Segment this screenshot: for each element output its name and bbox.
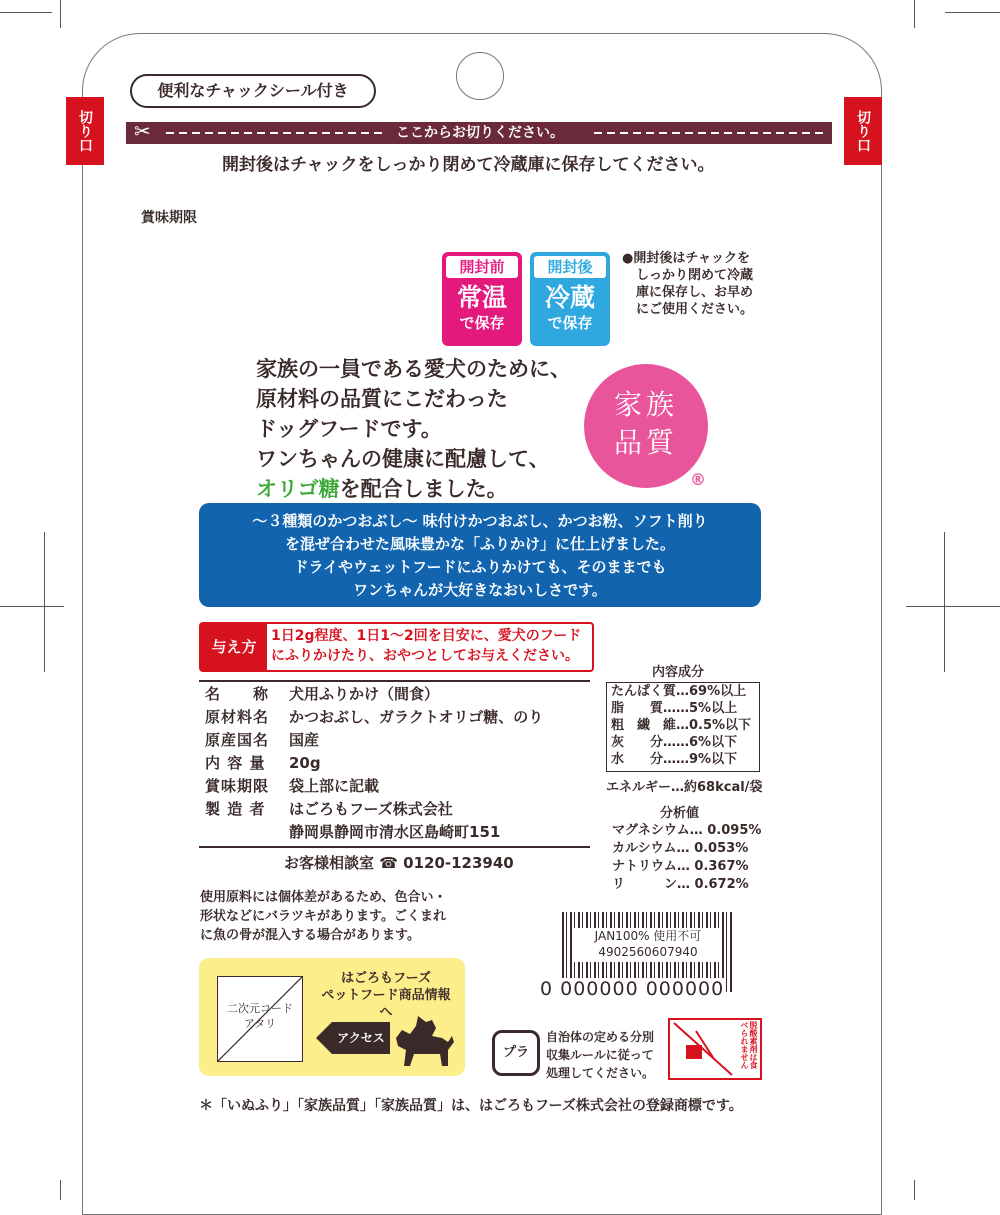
spec-key: 内 容 量: [205, 754, 266, 772]
storage-after-main: 冷蔵: [544, 283, 595, 312]
disclaimer-line: 形状などにバラツキがあります。ごくまれ: [200, 909, 446, 924]
dashed-line: [594, 132, 824, 134]
intro-copy: [256, 354, 571, 504]
analysis-row: ナトリウム… 0.367%: [612, 859, 749, 874]
spec-key: 製 造 者: [205, 800, 266, 818]
contact-phone: お客様相談室 ☎ 0120-123940: [284, 854, 514, 872]
crop-mark: [60, 0, 61, 28]
barcode-label: [574, 928, 722, 962]
storage-before-box: [442, 252, 522, 346]
recycle-line: 収集ルールに従って: [546, 1048, 654, 1062]
tear-tab-right[interactable]: 切り口: [844, 97, 882, 165]
zipper-label: 便利なチャックシール付き: [130, 74, 376, 108]
disclaimer-line: に魚の骨が混入する場合があります。: [200, 928, 420, 943]
crop-mark: [0, 12, 52, 13]
storage-before-header: 開封前: [446, 256, 518, 278]
intro-line: 原材料の品質にこだわった: [256, 387, 508, 411]
spec-value: かつおぶし、ガラクトオリゴ糖、のり: [289, 708, 544, 726]
crop-mark: [944, 532, 945, 672]
storage-note: [622, 250, 753, 318]
divider: [199, 846, 590, 848]
best-before-label: 賞味期限: [141, 210, 197, 226]
storage-before-sub: で保存: [459, 314, 505, 332]
storage-before-main: 常温: [456, 283, 507, 312]
recycle-text: [546, 1028, 654, 1082]
crop-mark: [914, 1180, 915, 1200]
no-eat-icon: [672, 1021, 734, 1077]
nutrition-row: 水 分……9%以下: [611, 752, 738, 767]
storage-after-box: [530, 252, 610, 346]
intro-line: 家族の一員である愛犬のために、: [256, 357, 571, 381]
spec-key: 賞味期限: [205, 777, 270, 795]
energy: エネルギー…約68kcal/袋: [606, 780, 763, 795]
qr-text: 二次元コード アタリ: [227, 1002, 293, 1030]
storage-after-header: 開封後: [534, 256, 606, 278]
product-info-line: はごろもフーズ: [341, 971, 431, 986]
oligo-highlight: オリゴ糖: [256, 477, 340, 501]
spec-key: 原材料名: [205, 708, 270, 726]
cut-line[interactable]: [126, 119, 832, 144]
nutrition-row: 灰 分……6%以下: [611, 735, 738, 750]
spec-value: 静岡県静岡市清水区島崎町151: [289, 823, 501, 841]
disclaimer: [200, 888, 446, 945]
nutrition-table: [606, 682, 760, 772]
spec-value: 国産: [289, 731, 320, 749]
arrow-icon: [316, 1022, 332, 1054]
description-line: ドライやウェットフードにふりかけても、そのままでも: [293, 558, 667, 576]
nutrition-row: 脂 質……5%以上: [611, 701, 738, 716]
disclaimer-line: 使用原料には個体差があるため、色合い・: [200, 890, 447, 905]
spec-value: 犬用ふりかけ（間食）: [289, 685, 440, 703]
badge-line: 家族: [613, 388, 678, 421]
crop-mark: [44, 532, 45, 672]
analysis-row: リ ン… 0.672%: [612, 877, 749, 892]
spec-key: 原産国名: [205, 731, 270, 749]
hang-hole: [456, 52, 504, 100]
scissors-icon: ✂: [134, 119, 151, 143]
spec-value: 20g: [289, 754, 321, 772]
cut-line-text: ここからお切りください。: [396, 125, 564, 141]
barcode-number: 0 000000 000000: [540, 978, 725, 1000]
badge-line: 品質: [613, 426, 678, 459]
intro-line: ワンちゃんの健康に配慮して、: [256, 447, 550, 471]
description-line: を混ぜ合わせた風味豊かな「ふりかけ」に仕上げました。: [284, 535, 675, 553]
feeding-label: 与え方: [201, 624, 267, 670]
oxygen-absorber-warning: [668, 1018, 762, 1080]
description-line: ～３種類のかつおぶし～ 味付けかつおぶし、かつお粉、ソフト削り: [252, 512, 708, 530]
nutrition-title: 内容成分: [652, 665, 705, 680]
recycle-line: 自治体の定める分別: [546, 1030, 655, 1044]
storage-note-line: しっかり閉めて冷蔵: [636, 268, 754, 283]
description-line: ワンちゃんが大好きなおいしさです。: [353, 581, 607, 599]
recycle-line: 処理してください。: [546, 1066, 655, 1080]
analysis-row: カルシウム… 0.053%: [612, 841, 749, 856]
analysis-row: マグネシウム… 0.095%: [612, 823, 762, 838]
analysis-table: [612, 822, 761, 894]
feeding-line: にふりかけたり、おやつとしてお与えください。: [271, 648, 579, 664]
storage-note-line: ●開封後はチャックを: [622, 251, 750, 266]
feeding-line: 1日2g程度、1日1～2回を目安に、愛犬のフード: [271, 628, 582, 644]
analysis-title: 分析値: [660, 806, 700, 821]
access-button[interactable]: アクセス: [332, 1022, 390, 1054]
qr-code-placeholder[interactable]: [217, 976, 303, 1062]
recycle-pla-icon: プラ: [492, 1030, 540, 1076]
crop-mark: [906, 606, 1000, 607]
tear-tab-left[interactable]: 切り口: [66, 97, 104, 165]
trademark-notice: ＊「いぬふり」「家族品質」「家族品質」は、はごろもフーズ株式会社の登録商標です。: [199, 1098, 743, 1114]
nutrition-row: 粗 繊 維…0.5%以下: [611, 718, 752, 733]
product-description-box: [199, 503, 761, 607]
storage-after-sub: で保存: [547, 314, 593, 332]
barcode-line: 4902560607940: [598, 945, 698, 959]
dog-icon: [388, 1008, 458, 1068]
crop-mark: [945, 12, 1000, 13]
intro-line-rest: を配合しました。: [339, 477, 508, 501]
crop-mark: [60, 1180, 61, 1200]
crop-mark: [914, 0, 915, 28]
spec-value: 袋上部に記載: [289, 777, 380, 795]
crop-mark: [0, 606, 64, 607]
spec-value: はごろもフーズ株式会社: [289, 800, 453, 818]
feeding-box: [199, 622, 594, 672]
intro-line: [256, 474, 571, 504]
storage-note-line: 庫に保存し、お早め: [636, 285, 754, 300]
barcode-line: JAN100% 使用不可: [594, 929, 702, 943]
product-info-line: ペットフード商品情報へ: [321, 988, 451, 1020]
intro-line: ドッグフードです。: [256, 417, 442, 441]
warning-text: 脱酸素剤は食べられません: [740, 1021, 758, 1069]
nutrition-row: たんぱく質…69%以上: [611, 684, 747, 699]
after-open-notice: 開封後はチャックをしっかり閉めて冷蔵庫に保存してください。: [222, 155, 715, 175]
storage-note-line: にご使用ください。: [636, 302, 754, 317]
feeding-text: [271, 626, 581, 666]
divider: [199, 680, 590, 682]
registered-mark: ®: [690, 470, 706, 489]
spec-key: 名 称: [205, 685, 270, 703]
dashed-line: [166, 132, 386, 134]
